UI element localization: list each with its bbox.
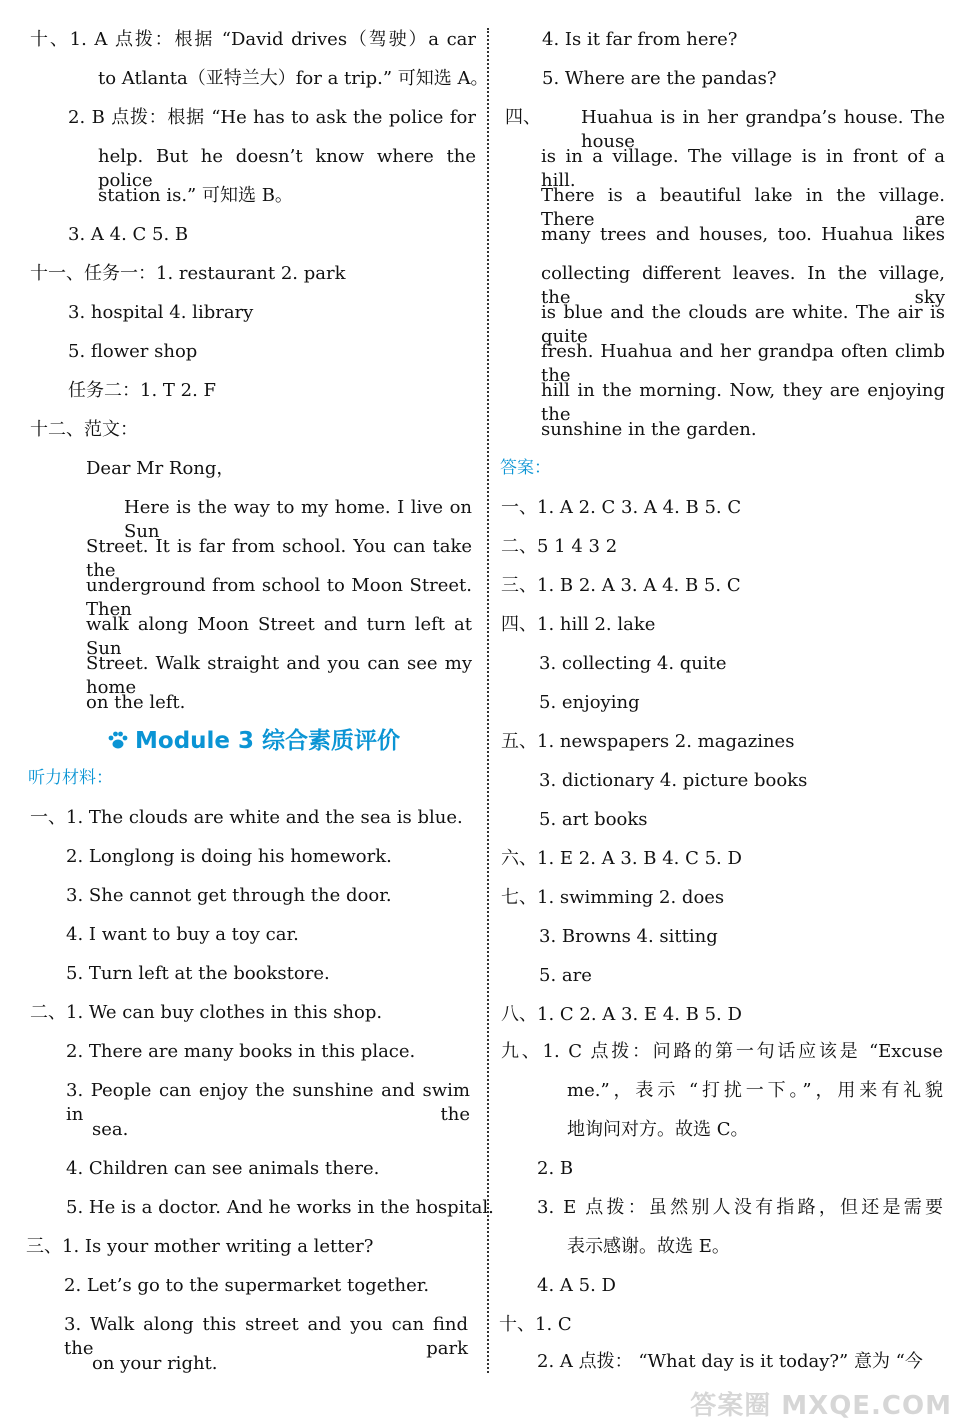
text-line: 3. Walk along this street and you can find the park xyxy=(64,1314,468,1359)
text-line: 3. She cannot get through the door. xyxy=(66,885,392,906)
text-line: 4. I want to buy a toy car. xyxy=(66,924,299,945)
text-line: is in a village. The village is in front of a hill. xyxy=(541,146,945,191)
text-line: help. But he doesn’t know where the police xyxy=(98,146,476,191)
text-line: 一、1. The clouds are white and the sea is blue. xyxy=(30,807,463,828)
text-line: 十一、任务一：1. restaurant 2. park xyxy=(30,263,346,284)
text-line: 4. Children can see animals there. xyxy=(66,1158,380,1179)
text-line: sunshine in the garden. xyxy=(541,419,757,440)
text-line: 5. art books xyxy=(539,809,648,830)
text-line: 3. hospital 4. library xyxy=(68,302,254,323)
text-line: 一、1. A 2. C 3. A 4. B 5. C xyxy=(501,497,742,518)
text-line: fresh. Huahua and her grandpa often climb the xyxy=(541,341,945,386)
text-line: station is.” 可知选 B。 xyxy=(98,185,293,206)
column-divider xyxy=(487,28,489,1373)
text-line: 5. He is a doctor. And he works in the hospital. xyxy=(66,1197,494,1218)
text-line: 2. Let’s go to the supermarket together. xyxy=(64,1275,430,1296)
text-line: Here is the way to my home. I live on Sun xyxy=(124,497,472,542)
text-line: 3. A 4. C 5. B xyxy=(68,224,189,245)
text-line: sea. xyxy=(92,1119,129,1140)
text-line: 3. dictionary 4. picture books xyxy=(539,770,808,791)
text-line: 十、1. C xyxy=(499,1314,572,1335)
text-line: is blue and the clouds are white. The air is quite xyxy=(541,302,945,347)
text-line: 5. Where are the pandas? xyxy=(542,68,777,89)
text-line: Dear Mr Rong， xyxy=(86,458,235,479)
answer-label: 答案： xyxy=(500,458,551,478)
text-line: 3. People can enjoy the sunshine and swim in the xyxy=(66,1080,470,1125)
text-line: on your right. xyxy=(92,1353,218,1374)
text-line: 2. Longlong is doing his homework. xyxy=(66,846,392,867)
text-line: 十二、范文： xyxy=(30,419,138,440)
text-line: hill in the morning. Now, they are enjoying the xyxy=(541,380,945,425)
text-line: 六、1. E 2. A 3. B 4. C 5. D xyxy=(501,848,742,869)
text-line: 任务二：1. T 2. F xyxy=(68,380,217,401)
text-line: Street. It is far from school. You can take the xyxy=(86,536,472,581)
text-line: 5. flower shop xyxy=(68,341,198,362)
text-line: 2. There are many books in this place. xyxy=(66,1041,416,1062)
text-line: 二、1. We can buy clothes in this shop. xyxy=(30,1002,383,1023)
text-line: 八、1. C 2. A 3. E 4. B 5. D xyxy=(501,1004,742,1025)
text-line: 2. B xyxy=(537,1158,574,1179)
text-line: underground from school to Moon Street. Then xyxy=(86,575,472,620)
text-line: 十、1. A 点拨：根据 “David drives（驾驶）a car xyxy=(30,29,476,50)
text-line: to Atlanta（亚特兰大）for a trip.” 可知选 A。 xyxy=(98,68,489,89)
text-line: 表示感谢。故选 E。 xyxy=(567,1236,730,1257)
text-line: 2. A 点拨： “What day is it today?” 意为 “今 xyxy=(537,1351,923,1372)
text-line: Huahua is in her grandpa’s house. The house xyxy=(581,107,945,152)
text-line: walk along Moon Street and turn left at Sun xyxy=(86,614,472,659)
text-line: 四、1. hill 2. lake xyxy=(501,614,656,635)
text-line: 三、1. Is your mother writing a letter? xyxy=(26,1236,374,1257)
text-line: Street. Walk straight and you can see my home xyxy=(86,653,472,698)
text-line: 5. Turn left at the bookstore. xyxy=(66,963,330,984)
text-line: 二、5 1 4 3 2 xyxy=(501,536,618,557)
listening-label: 听力材料： xyxy=(28,768,113,788)
text-line: 2. B 点拨：根据 “He has to ask the police for xyxy=(68,107,476,128)
watermark: 答案圈 MXQE.COM xyxy=(690,1391,952,1421)
text-line: 3. Browns 4. sitting xyxy=(539,926,718,947)
module-title xyxy=(107,726,400,756)
text-line: on the left. xyxy=(86,692,186,713)
text-line: 地询问对方。故选 C。 xyxy=(567,1119,749,1140)
paw-icon xyxy=(107,730,129,750)
text-line: many trees and houses, too. Huahua likes xyxy=(541,224,945,245)
text-line: 三、1. B 2. A 3. A 4. B 5. C xyxy=(501,575,741,596)
text-line: 九、1. C 点拨：问路的第一句话应该是 “Excuse xyxy=(501,1041,943,1062)
text-line: 5. are xyxy=(539,965,592,986)
text-line: 3. collecting 4. quite xyxy=(539,653,727,674)
text-line: 4. Is it far from here? xyxy=(542,29,738,50)
text-line: 五、1. newspapers 2. magazines xyxy=(501,731,795,752)
text-line: 七、1. swimming 2. does xyxy=(501,887,725,908)
text-line: me.”，表示 “打扰一下。”，用来有礼貌 xyxy=(567,1080,943,1101)
text-line: 四、 xyxy=(505,107,541,128)
text-line: collecting different leaves. In the village, the sky xyxy=(541,263,945,308)
text-line: 5. enjoying xyxy=(539,692,640,713)
text-line: There is a beautiful lake in the village. There are xyxy=(541,185,945,230)
module-title-text: Module 3 综合素质评价 xyxy=(135,728,401,754)
text-line: 4. A 5. D xyxy=(537,1275,616,1296)
text-line: 3. E 点拨：虽然别人没有指路，但还是需要 xyxy=(537,1197,943,1218)
